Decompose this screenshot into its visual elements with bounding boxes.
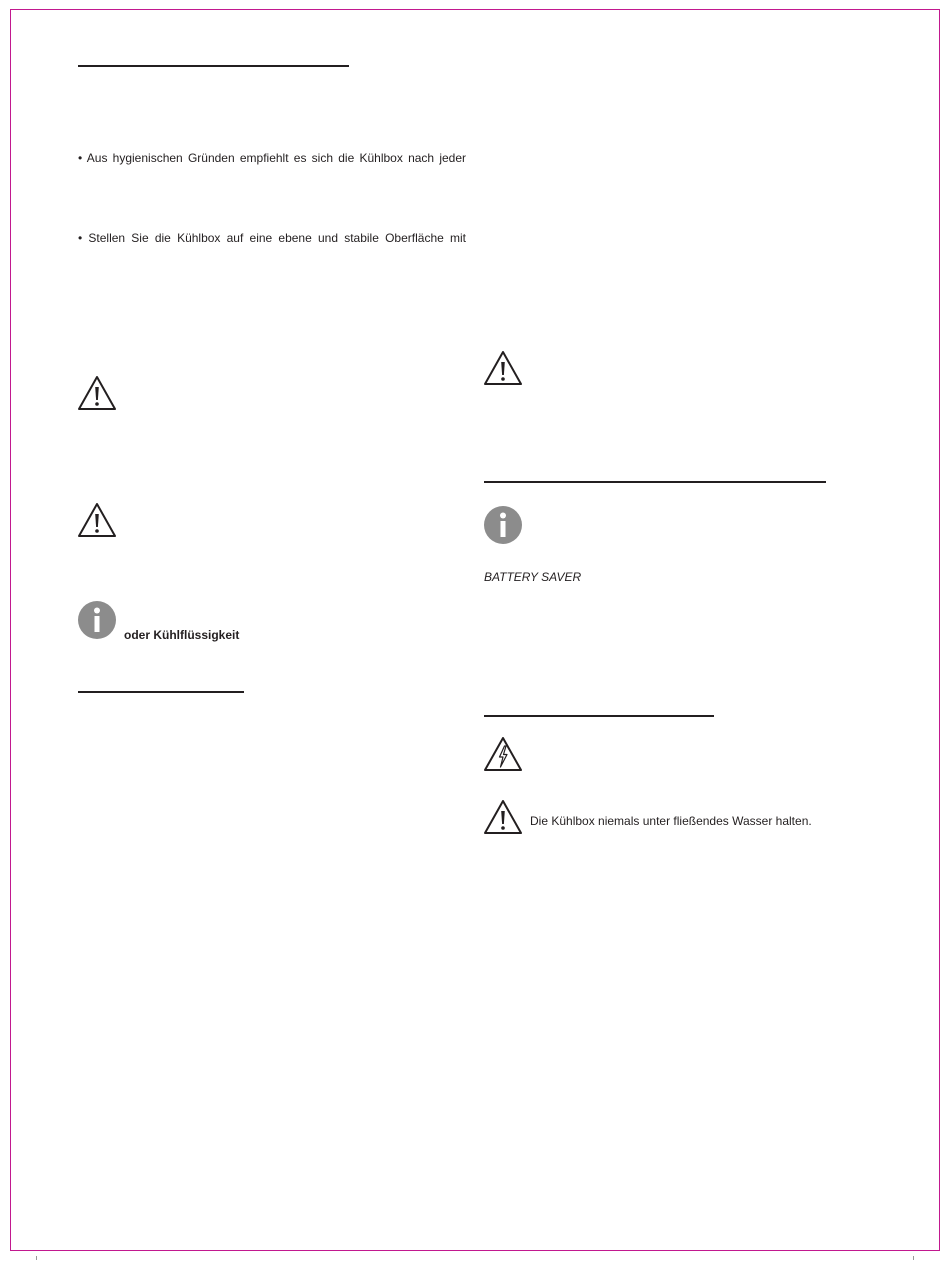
crop-mark-left xyxy=(36,1256,37,1260)
info-circle-icon xyxy=(78,601,116,639)
electric-shock-warning-icon xyxy=(483,736,523,772)
section-rule-right-1 xyxy=(484,481,826,483)
warning-triangle-icon xyxy=(483,350,523,386)
section-rule-top-left xyxy=(78,65,349,67)
bullet-surface-text: • Stellen Sie die Kühlbox auf eine ebene und stabile Oberfläche mit xyxy=(78,231,466,245)
info-circle-icon xyxy=(484,506,522,544)
section-rule-mid-left xyxy=(78,691,244,693)
warning-triangle-icon xyxy=(77,375,117,411)
battery-saver-label: BATTERY SAVER xyxy=(484,570,582,584)
bullet-hygiene-text: • Aus hygienischen Gründen empfiehlt es sich die Kühlbox nach jeder xyxy=(78,151,466,165)
crop-mark-right xyxy=(913,1256,914,1260)
section-rule-right-2 xyxy=(484,715,714,717)
water-warning-text: Die Kühlbox niemals unter fließendes Wasser halten. xyxy=(530,814,812,828)
warning-triangle-icon xyxy=(77,502,117,538)
info-note-text: oder Kühlflüssigkeit xyxy=(124,628,240,642)
warning-triangle-icon xyxy=(483,799,523,835)
